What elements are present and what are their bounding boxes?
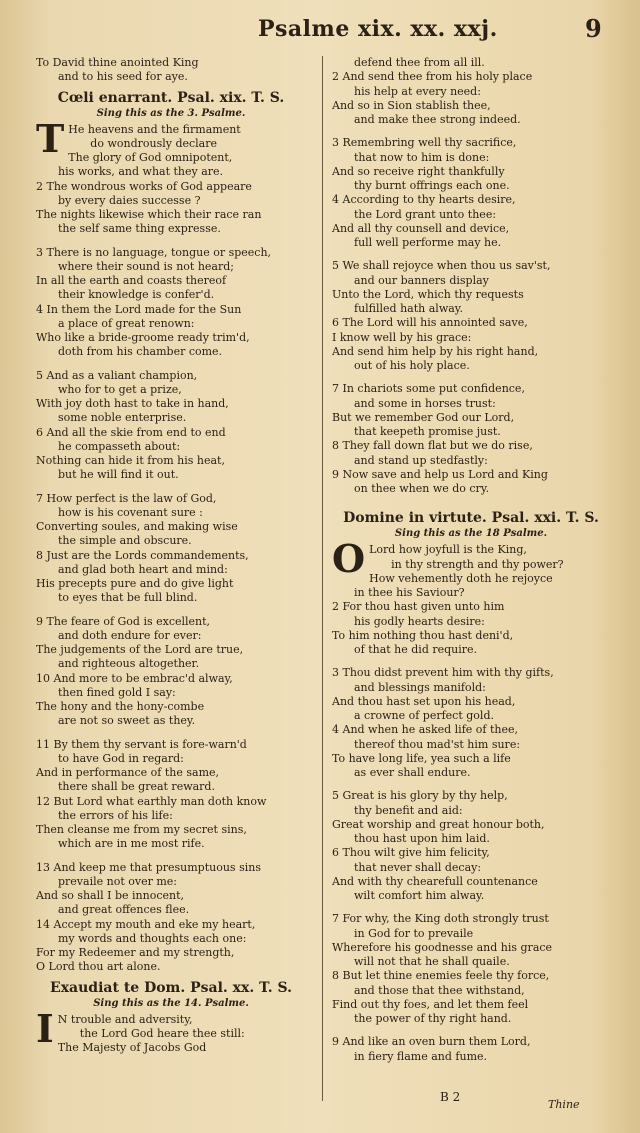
verse-line: Then cleanse me from my secret sins, <box>36 823 247 836</box>
verse-line: O Lord thou art alone. <box>36 960 161 974</box>
stanza-gap <box>36 360 306 369</box>
verse-line: his works, and what they are. <box>58 165 224 179</box>
verse-line: and those that thee withstand, <box>354 983 525 997</box>
verse-line: The nights likewise which their race ran <box>36 208 262 221</box>
verse-line: To him nothing thou hast deni'd, <box>332 628 514 642</box>
stanza-gap <box>36 483 306 492</box>
left-column <box>36 56 306 1055</box>
stanza-gap <box>332 250 610 259</box>
verse-line: 3 There is no language, tongue or speech, <box>36 245 272 259</box>
verse-line: on thee when we do cry. <box>354 482 490 495</box>
verse-line: 6 Thou wilt give him felicity, <box>332 846 490 860</box>
verse-line: and some in horses trust: <box>354 396 496 410</box>
drop-cap: O <box>332 536 366 582</box>
verse-line: 3 Remembring well thy sacrifice, <box>332 136 517 150</box>
page-number: 9 <box>585 14 602 43</box>
verse-line: 2 And send thee from his holy place <box>332 70 533 84</box>
stanza-gap <box>332 780 610 789</box>
verse-line: in thy strength and thy power? <box>391 557 564 571</box>
verse-line: His precepts pure and do give light <box>36 577 234 590</box>
verse-line: He heavens and the firmament <box>68 122 241 136</box>
verse-line: And so shall I be innocent, <box>36 889 185 902</box>
psalm-title: Domine in virtute. Psal. xxi. T. S. <box>343 510 599 527</box>
verse-line: and righteous altogether. <box>58 657 200 671</box>
verse-line: some noble enterprise. <box>58 411 187 425</box>
verse-line: 4 According to thy hearts desire, <box>332 193 516 207</box>
verse-line: 4 In them the Lord made for the Sun <box>36 302 242 316</box>
verse-line: where their sound is not heard; <box>58 259 234 273</box>
verse-line: the self same thing expresse. <box>58 222 221 236</box>
verse-line: The hony and the hony-combe <box>36 700 205 713</box>
verse-line: and our banners display <box>354 273 489 287</box>
section-gap <box>332 496 610 505</box>
verse-line: Who like a bride-groome ready trim'd, <box>36 331 250 344</box>
verse-line: and great offences flee. <box>58 903 190 917</box>
verse-line: The glory of God omnipotent, <box>68 151 233 164</box>
verse-line: How vehemently doth he rejoyce <box>369 571 553 585</box>
verse-line: 8 They fall down flat but we do rise, <box>332 439 533 453</box>
verse-line: there shall be great reward. <box>58 780 215 794</box>
verse-line: N trouble and adversity, <box>57 1012 193 1026</box>
psalm-title: Cœli enarrant. Psal. xix. T. S. <box>57 89 285 106</box>
verse-line: 9 And like an oven burn them Lord, <box>332 1035 531 1049</box>
verse-line: 8 But let thine enemies feele thy force, <box>332 969 550 983</box>
stanza-gap <box>332 657 610 666</box>
verse-line: The Majesty of Jacobs God <box>57 1041 207 1054</box>
verse-line: To have long life, yea such a life <box>332 751 511 765</box>
drop-cap: T <box>36 115 65 161</box>
verse-line: 10 And more to be embrac'd alway, <box>36 671 233 685</box>
verse-line: in God for to prevaile <box>354 926 474 940</box>
verse-line: by every daies successe ? <box>58 193 201 207</box>
verse-line: in thee his Saviour? <box>354 586 465 599</box>
verse-line: that now to him is done: <box>354 150 490 164</box>
tune-direction: Sing this as the 3. Psalme. <box>96 107 246 119</box>
verse-line: 3 Thou didst prevent him with thy gifts, <box>332 666 554 680</box>
stanza-gap <box>36 606 306 615</box>
stanza-gap <box>36 852 306 861</box>
verse-line: 13 And keep me that presumptuous sins <box>36 860 261 874</box>
verse-line: a place of great renown: <box>58 316 195 330</box>
signature-mark: B 2 <box>440 1090 461 1104</box>
verse-line: Nothing can hide it from his heat, <box>36 454 225 467</box>
verse-line: to have God in regard: <box>58 751 184 765</box>
verse-line: their knowledge is confer'd. <box>58 288 215 302</box>
verse-line: 5 And as a valiant champion, <box>36 368 198 382</box>
verse-line: The judgements of the Lord are true, <box>36 643 244 656</box>
verse-line: as ever shall endure. <box>354 766 471 779</box>
verse-line: 12 But Lord what earthly man doth know <box>36 794 267 808</box>
tune-direction: Sing this as the 18 Psalme. <box>394 528 548 540</box>
verse-line: his help at every need: <box>354 84 481 98</box>
stanza-gap <box>332 127 610 136</box>
verse-line: 8 Just are the Lords commandements, <box>36 548 249 562</box>
verse-line: he compasseth about: <box>58 439 181 453</box>
verse-line: 5 Great is his glory by thy help, <box>332 789 508 803</box>
verse-line: 6 And all the skie from end to end <box>36 425 226 439</box>
verse-line: doth from his chamber come. <box>58 345 223 359</box>
verse-line: 6 The Lord will his annointed save, <box>332 316 528 330</box>
verse-line: of that he did require. <box>354 643 478 656</box>
verse-line: who for to get a prize, <box>58 382 182 396</box>
verse-line: will not that he shall quaile. <box>354 955 510 968</box>
verse-line: defend thee from all ill. <box>354 56 485 69</box>
verse-line: And all thy counsell and device, <box>332 221 510 235</box>
verse-line: And send him help by his right hand, <box>332 344 539 358</box>
catchword: Thine <box>548 1098 580 1111</box>
verse-line: 7 For why, the King doth strongly trust <box>332 912 549 926</box>
verse-line: Converting soules, and making wise <box>36 520 238 533</box>
verse-line: 5 We shall rejoyce when thou us sav'st, <box>332 259 551 273</box>
verse-line: but he will find it out. <box>58 468 179 482</box>
verse-line: then fined gold I say: <box>58 685 176 699</box>
verse-line: and to his seed for aye. <box>58 70 188 84</box>
verse-line: 11 By them thy servant is fore-warn'd <box>36 737 247 751</box>
verse-line: and make thee strong indeed. <box>354 113 521 126</box>
verse-line: 7 How perfect is the law of God, <box>36 491 217 505</box>
verse-line: Wherefore his goodnesse and his grace <box>332 940 553 954</box>
verse-line: Find out thy foes, and let them feel <box>332 997 529 1011</box>
verse-line: and doth endure for ever: <box>58 628 202 642</box>
verse-line: my words and thoughts each one: <box>58 931 247 945</box>
verse-line: do wondrously declare <box>90 136 218 150</box>
verse-line: I know well by his grace: <box>332 330 472 344</box>
verse-line: To David thine anointed King <box>36 56 199 69</box>
verse-line: thou hast upon him laid. <box>354 832 490 845</box>
verse-line: wilt comfort him alway. <box>354 889 485 902</box>
tune-direction: Sing this as the 14. Psalme. <box>93 997 249 1009</box>
page-header <box>0 10 640 50</box>
verse-line: For my Redeemer and my strength, <box>36 946 235 959</box>
verse-line: the errors of his life: <box>58 808 173 822</box>
verse-line: full well performe may he. <box>354 236 502 249</box>
verse-line: 2 The wondrous works of God appeare <box>36 179 252 193</box>
verse-line: the Lord God heare thee still: <box>79 1026 245 1040</box>
verse-line: the Lord grant unto thee: <box>354 207 497 221</box>
verse-line: And with thy chearefull countenance <box>332 874 538 888</box>
verse-line: 9 Now save and help us Lord and King <box>332 467 548 481</box>
stanza-gap <box>332 903 610 912</box>
verse-line: Lord how joyfull is the King, <box>369 543 527 557</box>
verse-line: the power of thy right hand. <box>354 1012 512 1025</box>
verse-line: prevaile not over me: <box>58 874 177 888</box>
verse-line: But we remember God our Lord, <box>332 410 515 424</box>
verse-line: thy burnt offrings each one. <box>354 179 510 192</box>
verse-line: With joy doth hast to take in hand, <box>36 397 229 410</box>
verse-line: the simple and obscure. <box>58 534 192 548</box>
stanza-gap <box>36 729 306 738</box>
verse-line: fulfilled hath alway. <box>354 302 464 315</box>
verse-line: thy benefit and aid: <box>354 803 463 817</box>
psalm-title: Exaudiat te Dom. Psal. xx. T. S. <box>50 979 292 996</box>
column-divider <box>322 56 323 1101</box>
verse-line: which are in me most rife. <box>58 837 205 851</box>
stanza-gap <box>332 373 610 382</box>
right-column <box>332 56 610 1064</box>
verse-line: to eyes that be full blind. <box>58 591 198 605</box>
verse-line: And so in Sion stablish thee, <box>332 98 491 112</box>
verse-line: in fiery flame and fume. <box>354 1049 488 1063</box>
verse-line: how is his covenant sure : <box>58 505 203 519</box>
verse-line: And in performance of the same, <box>36 766 220 779</box>
verse-line: that keepeth promise just. <box>354 425 501 438</box>
verse-line: and stand up stedfastly: <box>354 453 488 467</box>
verse-line: and glad both heart and mind: <box>58 562 228 576</box>
drop-cap: I <box>36 1005 54 1051</box>
verse-line: 7 In chariots some put confidence, <box>332 382 525 396</box>
verse-line: And so receive right thankfully <box>332 164 505 178</box>
verse-line: 14 Accept my mouth and eke my heart, <box>36 917 256 931</box>
verse-line: Great worship and great honour both, <box>332 817 545 831</box>
verse-line: that never shall decay: <box>354 860 482 874</box>
verse-line: And thou hast set upon his head, <box>332 694 516 708</box>
verse-line: are not so sweet as they. <box>58 714 196 728</box>
running-title: Psalme xix. xx. xxj. <box>258 16 498 42</box>
verse-line: 9 The feare of God is excellent, <box>36 614 211 628</box>
verse-line: thereof thou mad'st him sure: <box>354 737 521 751</box>
stanza-gap <box>36 237 306 246</box>
verse-line: 4 And when he asked life of thee, <box>332 723 518 737</box>
verse-line: his godly hearts desire: <box>354 614 485 628</box>
verse-line: In all the earth and coasts thereof <box>36 274 227 287</box>
verse-line: a crowne of perfect gold. <box>354 709 494 722</box>
stanza-gap <box>332 1026 610 1035</box>
verse-line: Unto the Lord, which thy requests <box>332 287 524 301</box>
verse-line: and blessings manifold: <box>354 680 486 694</box>
verse-line: 2 For thou hast given unto him <box>332 600 505 614</box>
verse-line: out of his holy place. <box>354 359 470 372</box>
